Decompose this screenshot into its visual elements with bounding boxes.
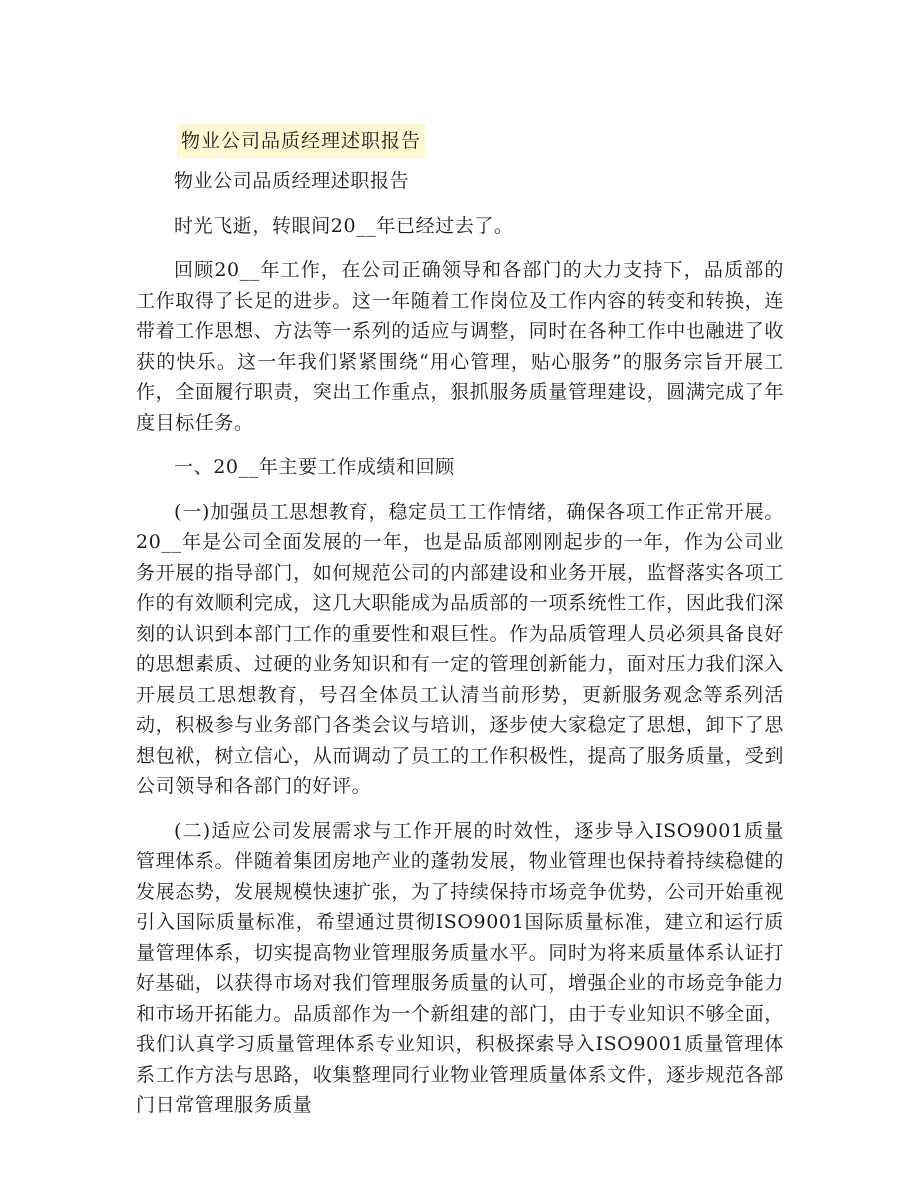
subtitle-paragraph: 物业公司品质经理述职报告 bbox=[174, 170, 410, 192]
title-block bbox=[177, 124, 425, 158]
section-2-paragraph: (二)适应公司发展需求与工作开展的时效性，逐步导入ISO9001质量管理体系。伴随着集团房地产业的蓬勃发展，物业管理也保持着持续稳健的发展态势，发展规模快速扩张，为了持续保持市场竞争优势，公司开始重视引入国际质量标准，希望通过贯彻ISO9001国际质量标准，建立和运行质量管理体系，切实提高物业管理服务质量水平。同时为将来质量体系认证打好基础，以获得市场对我们管理服务质量的认可，增强企业的市场竞争能力和市场开拓能力。品质部作为一个新组建的部门，由于专业知识不够全面，我们认真学习质量管理体系专业知识，积极探索导入ISO9001质量管理体系工作方法与思路，收集整理同行业物业管理质量体系文件，逐步规范各部门日常管理服务质量 bbox=[136, 819, 784, 1116]
review-paragraph: 回顾20__年工作，在公司正确领导和各部门的大力支持下，品质部的工作取得了长足的进步。这一年随着工作岗位及工作内容的转变和转换，连带着工作思想、方法等一系列的适应与调整，同时在各种工作中也融进了收获的快乐。这一年我们紧紧围绕“用心管理，贴心服务”的服务宗旨开展工作，全面履行职责，突出工作重点，狠抓服务质量管理建设，圆满完成了年度目标任务。 bbox=[136, 259, 784, 434]
highlighted-title: 物业公司品质经理述职报告 bbox=[177, 124, 425, 158]
section-heading: 一、20__年主要工作成绩和回顾 bbox=[174, 456, 455, 478]
section-1-paragraph: (一)加强员工思想教育，稳定员工工作情绪，确保各项工作正常开展。20__年是公司全面发展的一年，也是品质部刚刚起步的一年，作为公司业务开展的指导部门，如何规范公司的内部建设和业务开展，监督落实各项工作的有效顺利完成，这几大职能成为品质部的一项系统性工作，因此我们深刻的认识到本部门工作的重要性和艰巨性。作为品质管理人员必须具备良好的思想素质、过硬的业务知识和有一定的管理创新能力，面对压力我们深入开展员工思想教育，号召全体员工认清当前形势，更新服务观念等系列活动，积极参与业务部门各类会议与培训，逐步使大家稳定了思想，卸下了思想包袱，树立信心，从而调动了员工的工作积极性，提高了服务质量，受到公司领导和各部门的好评。 bbox=[136, 500, 784, 797]
document-body bbox=[136, 166, 784, 1135]
intro-paragraph: 时光飞逝，转眼间20__年已经过去了。 bbox=[174, 214, 514, 237]
